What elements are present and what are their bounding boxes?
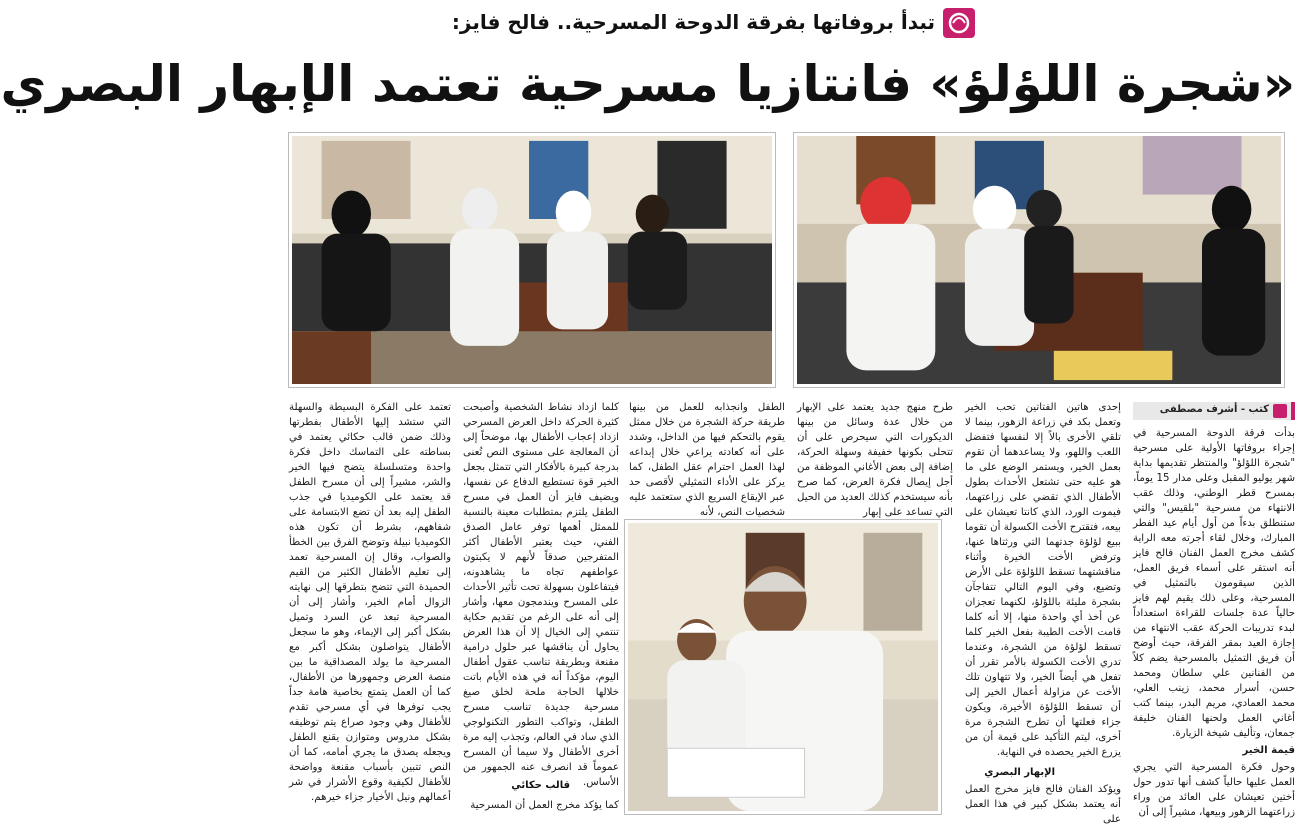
column-1-paragraph: بدأت فرقة الدوحة المسرحية في إجراء بروفاتها الأولية على مسرحية "شجرة اللؤلؤ" والمنتظر تقديمها بداية شهر يوليو المقبل وعلى مدار 15 يوماً، بمسرح قطر الوطني، وذلك عقب الانتهاء من مسرحية "بلقيس" والتي ستنطلق بدءاً من أول أيام عيد الفطر المبارك، وخلال لقاء أجرته معه الراية كشف مخرج العمل الفنان فالح فايز أنه استقر على أسماء فريق العمل، الذين سيقومون بالتمثيل في المسرحية، وعلى ذلك يقيم لهم فايز حالياً عدة جلسات للقراءة استعداداً لبدء تدريبات الحركة عقب الانتهاء من إجازة العيد بمقر الفرقة، حيث أوضح أن فريق التمثيل بالمسرحية يضم كلاً من الفنانين علي سلطان ومحمد حسن، أسرار محمد، زينب العلي، محمد العمادي، مريم البدر، بينما كتب أغاني العمل ولحنها الفنان خليفة جمعان، وتأليف شيخة الزيارة. xyxy=(1133,428,1295,739)
newspaper-logo-icon xyxy=(943,8,975,38)
subhead-values: قيمة الخير xyxy=(1242,745,1295,756)
byline-text: كتب - أشرف مصطفى xyxy=(1159,404,1269,415)
subhead-visual: الإبهار البصري xyxy=(984,767,1055,778)
column-5-paragraph: كلما ازداد نشاط الشخصية وأصبحت كثيرة الحركة داخل العرض المسرحي ازداد إعجاب الأطفال بها، موضحاً إلى أن المعالجة على مستوى النص تُعنى بدرجة كبيرة بالأفكار التي تتمثل بجعل الخير قوة تستطيع الدفاع عن نفسها، ويضيف فايز أن العمل في مسرح الطفل يلتزم بمتطلبات معينة بالنسبة للممثل أهمها توفر عامل الصدق الفني، حيث يعتبر الأطفال أكثر المتفرجين صدقاً لأنهم لا يكبتون عواطفهم تجاه ما يشاهدونه، فيتفاعلون بسهولة تحت تأثير الأحداث على المسرح ويندمجون معها، وأشار إلى أنه على الرغم من تقديم حكاية تنتمي إلى الخيال إلا أن هذا العرض يحاول أن يناقشها عبر حلول درامية مقنعة وبطريقة تناسب عقول أطفال اليوم، مؤكداً أنه في هذه الأيام باتت خلالها الحاجة ملحة لخلق صيغ مسرحية جديدة تناسب مسرح الطفل، وتواكب التطور التكنولوجي الذي ساد في العالم، وتجذب إليه مرة أخرى الأطفال ولا سيما أن المسرح عموماً قد انصرف عنه الجمهور من الأساس. xyxy=(463,402,619,788)
article-column-2-tail xyxy=(965,782,1121,825)
column-2-paragraph: إحدى هاتين الفتاتين تحب الخير وتعمل بكد في زراعة الزهور، بينما لا تلقي الأخرى بالاً إلا لنفسها فتفضل اللعب واللهو، ولا يساعدهما أن تقوم بعمل الخير، ويستمر الوضع على ما هو عليه حتى تشتعل الأحداث بطول الأطفال الذي تقضي على زراعتهما، فيموت الورد، الذي كانتا تعيشان على بيعه، فتقترح الأخت الكسولة أن تقوما ببيع لؤلؤة جدتهما التي ورثتاها عنها، وترفض الأخت الخيرة وأثناء مناقشتهما تسقط اللؤلؤة على الأرض وتضيع، وفي اليوم التالي تتفاجآن بشجرة مليئة باللؤلؤ، لكنهما تعجزان عن أخذ أي واحدة منها، إلا أنه كلما قامت الأخت الطيبة بفعل الخير كلما تسقط لؤلؤة من الشجرة، وعندما تدري الأخت الكسولة بالأمر تقرر أن تفعل هي أيضاً الخير، ولا تتهاون تلك الأخت عن مزاولة أعمال الخير إلى أن تسقط اللؤلؤة الأخيرة، ويكون جزاء فعلتها أن تطرح الشجرة مرة أخرى، ليتم التأكيد على قيمة أن من يزرع الخير يحصده في النهاية. xyxy=(965,402,1121,758)
article-column-1 xyxy=(1133,426,1295,818)
byline-bar xyxy=(1133,402,1295,420)
subhead-simple-frame: قالب حكائي xyxy=(511,780,570,791)
byline-logo-icon xyxy=(1273,404,1287,418)
column-4-paragraph: الطفل وانجذابه للعمل من بينها طريقة حركة الشجرة من خلال ممثل يقوم بالتحكم فيها من الداخل، وشدد على أنه كعادته يراعي خلال إبداعه لهذا العمل احترام عقل الطفل، كما يركز على الأداء التمثيلي لأقصى حد عبر الإيقاع السريع الذي ستعتمد عليه شخصيات النص، لأنه xyxy=(629,402,785,518)
headline: «شجرة اللؤلؤ» فانتازيا مسرحية تعتمد الإبهار البصري xyxy=(0,55,1295,113)
director-photo xyxy=(625,520,941,814)
rehearsal-photo-left xyxy=(289,133,775,387)
kicker-text: تبدأ بروفاتها بفرقة الدوحة المسرحية.. فالح فايز: xyxy=(451,10,935,34)
column-1-paragraph-2: وحول فكرة المسرحية التي يجري العمل عليها حالياً كشف أنها تدور حول أختين تعيشان على العائد من وراء زراعتهما الزهور وبيعها، مشيراً إلى أن xyxy=(1133,762,1295,818)
kicker-row xyxy=(291,6,1295,42)
article-column-5-tail xyxy=(463,798,619,816)
article-column-2 xyxy=(965,400,1121,758)
column-3-paragraph: طرح منهج جديد يعتمد على الإبهار من خلال عدة وسائل من بينها الديكورات التي سيحرص على أن تتحلى بكونها خفيفة وسهلة الحركة، إضافة إلى بعض الأغاني الموظفة من أجل إيصال فكرة العرض، كما صرح بأنه سيستخدم كذلك العديد من الحيل التي تساعد على إبهار xyxy=(797,402,953,518)
rehearsal-photo-right xyxy=(794,133,1284,387)
column-6-paragraph: تعتمد على الفكرة البسيطة والسهلة التي ستشد إليها الأطفال بفطرتها وذلك ضمن قالب حكائي يعتمد في بساطته على التماسك داخل فكرة واحدة ومتسلسلة يتضح فيها الخير والشر، مشيراً إلى أن مسرح الطفل قد يعتمد على الكوميديا في جذب الطفل إليه بعد أن تضع الابتسامة على شفاههم، بشرط أن تكون هذه الكوميديا نبيلة وتوضح الفرق بين الخطأ والصواب، وقال إن المسرحية تعمد إلى تعليم الأطفال الكثير من القيم الحميدة التي تتضح بتطرقها إلى نهايته الزوال أمام الخير، وأشار إلى أن المسرحية تبعد عن السرد وتميل بشكل أكبر إلى الإيماء، وهو ما سجعل الأطفال يتواصلون بشكل أكبر مع المسرحية ما يولد المصداقية ما بين منصة العرض وجمهورها من الأطفال، كما أن العمل يتمتع بخاصية هامة جداً يجب توفرها في أي مسرحي تقدم للأطفال وهي وجود صراع يتم توظيفه بشكل مدروس ومتوازن يقنع الطفل ويجعله يصدق ما يجري أمامه، كما أن النص تتبين بأسباب مقنعة وواضحة للأطفال لكيفية وقوع الأشرار في شر أعمالهم ونيل الأخيار جزاء خيرهم. xyxy=(289,402,451,803)
column-5-paragraph-2: كما يؤكد مخرج العمل أن المسرحية xyxy=(470,800,619,811)
article-column-6 xyxy=(289,400,451,818)
article-column-4 xyxy=(629,400,785,516)
column-2-paragraph-2: ويؤكد الفنان فالح فايز مخرج العمل أنه يعتمد بشكل كبير في هذا العمل على xyxy=(965,784,1121,825)
article-column-3 xyxy=(797,400,953,516)
